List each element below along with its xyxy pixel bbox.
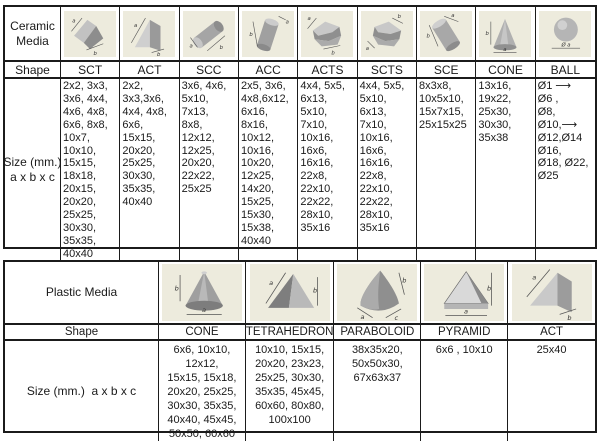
paraboloid-shape-icon <box>337 264 417 321</box>
sizes-cone-plastic: 6x6, 10x10, 12x12, 15x15, 15x18, 20x20, 25x25, 30x30, 35x35, 40x40, 45x45, 50x50, 60x60 <box>159 341 246 441</box>
shape-cell-paraboloid <box>334 262 421 325</box>
col-header-sct: SCT <box>61 62 120 79</box>
col-header-acc: ACC <box>239 62 298 79</box>
shape-cell-ball <box>536 7 595 62</box>
plastic-size-label: Size (mm.) a x b x c <box>5 341 159 441</box>
ceramic-shape-row-label: Shape <box>5 62 61 79</box>
svg-text:b: b <box>219 44 223 51</box>
sizes-scc: 3x6, 4x6, 5x10, 7x13, 8x8, 12x12, 12x25, 20x20, 22x22, 25x25 <box>180 79 239 261</box>
col-header-scc: SCC <box>180 62 239 79</box>
svg-text:b: b <box>487 284 492 293</box>
svg-text:a: a <box>201 306 206 315</box>
sizes-paraboloid: 38x35x20, 50x50x30, 67x63x37 <box>334 341 421 441</box>
plastic-cone-shape-icon <box>162 264 242 321</box>
svg-text:b: b <box>157 51 161 58</box>
plastic-media-title: Plastic Media <box>5 262 159 325</box>
svg-text:b: b <box>174 284 179 293</box>
sizes-cone: 13x16, 19x22, 25x30, 30x30, 35x38 <box>476 79 535 261</box>
pyramid-shape-icon <box>424 264 504 321</box>
svg-text:b: b <box>486 30 490 37</box>
svg-text:b: b <box>93 50 98 57</box>
svg-text:a: a <box>531 273 536 282</box>
sizes-tetrahedron: 10x10, 15x15, 20x20, 23x23, 25x25, 30x30, 35x35, 45x45, 60x60, 80x80, 100x100 <box>246 341 335 441</box>
ceramic-media-table <box>3 5 597 260</box>
scc-shape-icon <box>183 11 235 57</box>
svg-text:a: a <box>72 18 76 24</box>
svg-text:b: b <box>402 276 407 285</box>
sizes-act: 2x2, 3x3,3x6, 4x4, 4x8, 6x6, 15x15, 20x20, 25x25, 30x30, 35x35, 40x40 <box>120 79 179 261</box>
shape-cell-scts <box>358 7 417 62</box>
svg-text:a: a <box>360 312 365 321</box>
shape-cell-pyramid <box>421 262 508 325</box>
sizes-ball: Ø1 ⟶ Ø6 , Ø8, Ø10,⟶ Ø12,Ø14 Ø16, Ø18, Ø22, Ø25 <box>537 80 589 183</box>
col-header-sce: SCE <box>417 62 476 79</box>
shape-cell-cone <box>476 7 535 62</box>
svg-text:b: b <box>397 13 401 20</box>
acc-shape-icon <box>242 11 294 57</box>
ceramic-media-title: Ceramic Media <box>5 7 61 62</box>
sizes-sct: 2x2, 3x3, 3x6, 4x4, 4x6, 4x8, 6x6, 8x8, 10x7, 10x10, 15x15, 18x18, 20x15, 20x20, 25x25, 30x30, 35x35, 40x40 <box>61 79 120 261</box>
svg-text:a: a <box>308 15 312 22</box>
shape-cell-sce <box>417 7 476 62</box>
cone-shape-icon <box>479 11 531 57</box>
svg-text:a: a <box>285 18 290 25</box>
svg-text:a: a <box>464 307 469 316</box>
shape-cell-tetrahedron <box>246 262 335 325</box>
col-header-tetrahedron: TETRAHEDRON <box>246 325 335 341</box>
ball-shape-icon <box>539 11 591 57</box>
col-header-ball: BALL <box>536 62 595 79</box>
sizes-act-plastic: 25x40 <box>536 344 567 356</box>
tetrahedron-shape-icon <box>250 264 330 321</box>
acts-shape-icon <box>301 11 353 57</box>
svg-text:a: a <box>503 46 507 53</box>
shape-cell-acts <box>298 7 357 62</box>
sizes-pyramid: 6x6 , 10x10 <box>421 341 508 441</box>
sce-shape-icon <box>420 11 472 57</box>
shape-cell-scc <box>180 7 239 62</box>
col-header-pyramid: PYRAMID <box>421 325 508 341</box>
shape-cell-act-plastic <box>508 262 595 325</box>
svg-text:a: a <box>134 22 138 29</box>
col-header-cone-plastic: CONE <box>159 325 246 341</box>
svg-text:a: a <box>365 45 369 52</box>
sct-shape-icon <box>64 11 116 57</box>
shape-cell-sct <box>61 7 120 62</box>
col-header-cone: CONE <box>476 62 535 79</box>
plastic-media-table <box>3 260 597 440</box>
svg-text:c: c <box>394 313 399 322</box>
scts-shape-icon <box>361 11 413 57</box>
shape-cell-act <box>120 7 179 62</box>
sizes-sce: 8x3x8, 10x5x10, 15x7x15, 25x15x25 <box>417 79 476 261</box>
svg-text:b: b <box>331 49 336 56</box>
col-header-act-plastic: ACT <box>508 325 595 341</box>
plastic-act-shape-icon <box>512 264 592 321</box>
col-header-scts: SCTS <box>358 62 417 79</box>
svg-text:Ø a: Ø a <box>561 41 571 48</box>
sizes-acc: 2x5, 3x6, 4x8,6x12, 6x16, 8x16, 10x12, 10x16, 10x20, 12x25, 14x20, 15x25, 15x30, 15x38, 40x40 <box>239 79 298 261</box>
act-shape-icon <box>123 11 175 57</box>
ceramic-size-label: Size (mm.) a x b x c <box>5 79 61 261</box>
shape-cell-cone-plastic <box>159 262 246 325</box>
col-header-paraboloid: PARABOLOID <box>334 325 421 341</box>
svg-text:a: a <box>268 278 273 287</box>
sizes-acts: 4x4, 5x5, 6x13, 5x10, 7x10, 10x16, 16x6, 16x16, 22x8, 22x10, 22x22, 28x10, 35x16 <box>298 79 357 261</box>
sizes-scts: 4x4, 5x5, 5x10, 6x13, 7x10, 10x16, 16x6, 16x16, 22x8, 22x10, 22x22, 28x10, 35x16 <box>358 79 417 261</box>
col-header-acts: ACTS <box>298 62 357 79</box>
shape-cell-acc <box>239 7 298 62</box>
svg-text:a: a <box>451 12 455 19</box>
svg-text:b: b <box>566 313 572 322</box>
plastic-shape-row-label: Shape <box>5 325 159 341</box>
col-header-act: ACT <box>120 62 179 79</box>
svg-text:a: a <box>189 42 193 49</box>
svg-text:b: b <box>312 286 317 295</box>
svg-text:b: b <box>426 33 431 40</box>
svg-text:b: b <box>249 31 253 38</box>
